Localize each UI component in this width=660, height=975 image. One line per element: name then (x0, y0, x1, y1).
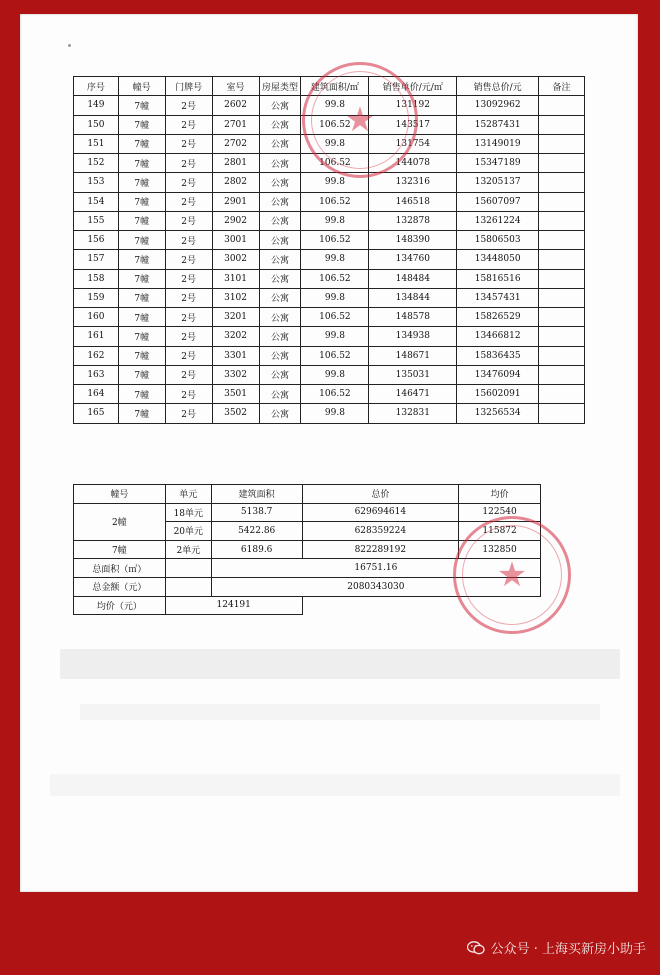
table-cell: 公寓 (259, 288, 301, 307)
col-header: 备注 (539, 77, 585, 96)
table-row (74, 559, 541, 578)
table-cell: 106.52 (301, 154, 369, 173)
table-cell: 15816516 (457, 269, 539, 288)
table-cell: 13476094 (457, 365, 539, 384)
unit-cell: 18单元 (165, 503, 211, 522)
star-icon: ★ (344, 100, 376, 140)
table-cell (539, 231, 585, 250)
table-cell: 3102 (212, 288, 259, 307)
building-cell: 7幢 (74, 540, 166, 559)
avg-cell: 122540 (459, 503, 541, 522)
table-cell (539, 134, 585, 153)
table-row (74, 365, 585, 384)
col-header: 建筑面积 (211, 485, 302, 504)
table-cell: 7幢 (118, 115, 165, 134)
table-cell: 15602091 (457, 385, 539, 404)
table-cell: 公寓 (259, 134, 301, 153)
scan-speck (68, 44, 71, 47)
table-cell: 公寓 (259, 115, 301, 134)
table-cell: 2号 (165, 365, 212, 384)
table-cell: 2号 (165, 173, 212, 192)
blank-cell (459, 596, 541, 615)
table-cell: 公寓 (259, 365, 301, 384)
table-cell: 公寓 (259, 231, 301, 250)
table-cell: 106.52 (301, 115, 369, 134)
summary-table (73, 484, 541, 615)
table-cell: 106.52 (301, 346, 369, 365)
table-cell: 2901 (212, 192, 259, 211)
table-cell: 13205137 (457, 173, 539, 192)
table-cell: 公寓 (259, 211, 301, 230)
table-cell: 2702 (212, 134, 259, 153)
document-page (20, 14, 638, 892)
table-row (74, 540, 541, 559)
table-cell (539, 211, 585, 230)
table-cell: 15806503 (457, 231, 539, 250)
table-cell: 公寓 (259, 154, 301, 173)
col-header: 幢号 (74, 485, 166, 504)
table-cell: 106.52 (301, 269, 369, 288)
table-cell: 99.8 (301, 327, 369, 346)
table-cell: 99.8 (301, 173, 369, 192)
table-cell: 2902 (212, 211, 259, 230)
table-cell: 148484 (369, 269, 457, 288)
table-cell: 7幢 (118, 346, 165, 365)
empty-cell (165, 559, 211, 578)
table-cell: 15347189 (457, 154, 539, 173)
table-cell: 134760 (369, 250, 457, 269)
table-cell: 165 (74, 404, 119, 423)
table-cell: 7幢 (118, 385, 165, 404)
table-cell: 148578 (369, 308, 457, 327)
table-cell: 13149019 (457, 134, 539, 153)
table-cell: 13261224 (457, 211, 539, 230)
table-cell: 13092962 (457, 96, 539, 115)
table-cell: 131754 (369, 134, 457, 153)
unit-cell: 2单元 (165, 540, 211, 559)
table-cell: 公寓 (259, 250, 301, 269)
table-cell: 99.8 (301, 365, 369, 384)
table-cell: 134844 (369, 288, 457, 307)
area-cell: 5138.7 (211, 503, 302, 522)
total-amount-value: 2080343030 (211, 577, 540, 596)
scan-shadow (50, 774, 620, 796)
sales-price-table (73, 76, 585, 424)
table-cell: 99.8 (301, 288, 369, 307)
table-cell: 2号 (165, 134, 212, 153)
wechat-icon (467, 941, 485, 955)
table-cell: 2801 (212, 154, 259, 173)
table-cell: 155 (74, 211, 119, 230)
table-cell: 公寓 (259, 404, 301, 423)
star-icon: ★ (496, 555, 528, 595)
table-cell (539, 173, 585, 192)
table-cell: 7幢 (118, 173, 165, 192)
table-row (74, 503, 541, 522)
total-cell: 629694614 (302, 503, 459, 522)
table-row (74, 385, 585, 404)
table-cell: 99.8 (301, 96, 369, 115)
table-cell: 7幢 (118, 327, 165, 346)
table-cell: 2号 (165, 327, 212, 346)
table-cell: 公寓 (259, 308, 301, 327)
table-cell: 131192 (369, 96, 457, 115)
table-cell: 164 (74, 385, 119, 404)
table-cell: 2号 (165, 346, 212, 365)
table-cell (539, 346, 585, 365)
col-header: 房屋类型 (259, 77, 301, 96)
table-cell: 157 (74, 250, 119, 269)
table-cell: 2号 (165, 308, 212, 327)
table-cell: 3301 (212, 346, 259, 365)
table-cell: 151 (74, 134, 119, 153)
col-header: 门牌号 (165, 77, 212, 96)
table-cell (539, 269, 585, 288)
table-row (74, 115, 585, 134)
table-cell: 2701 (212, 115, 259, 134)
col-header: 幢号 (118, 77, 165, 96)
table-cell (539, 365, 585, 384)
table-cell: 15287431 (457, 115, 539, 134)
table-row (74, 250, 585, 269)
table-cell: 99.8 (301, 211, 369, 230)
table-cell: 153 (74, 173, 119, 192)
table-cell: 2号 (165, 192, 212, 211)
table-row (74, 96, 585, 115)
col-header: 室号 (212, 77, 259, 96)
table-cell: 2号 (165, 288, 212, 307)
table-row (74, 231, 585, 250)
table-cell: 15836435 (457, 346, 539, 365)
area-cell: 6189.6 (211, 540, 302, 559)
table-cell: 公寓 (259, 96, 301, 115)
col-header: 销售总价/元 (457, 77, 539, 96)
table-cell: 2号 (165, 231, 212, 250)
table-cell: 3101 (212, 269, 259, 288)
total-area-label: 总面积（㎡） (74, 559, 166, 578)
summary-header-row (74, 485, 541, 504)
table-cell: 7幢 (118, 192, 165, 211)
table-cell: 148390 (369, 231, 457, 250)
table-body (74, 96, 585, 423)
table-cell (539, 288, 585, 307)
table-cell: 公寓 (259, 327, 301, 346)
col-header: 单元 (165, 485, 211, 504)
table-cell: 2号 (165, 269, 212, 288)
col-header: 序号 (74, 77, 119, 96)
table-cell: 7幢 (118, 231, 165, 250)
table-cell: 3501 (212, 385, 259, 404)
table-cell: 2号 (165, 154, 212, 173)
table-row (74, 154, 585, 173)
table-row (74, 173, 585, 192)
table-cell: 159 (74, 288, 119, 307)
col-header: 均价 (459, 485, 541, 504)
table-row (74, 288, 585, 307)
table-row (74, 269, 585, 288)
table-cell: 15607097 (457, 192, 539, 211)
total-area-value: 16751.16 (211, 559, 540, 578)
table-cell: 132316 (369, 173, 457, 192)
table-cell: 148671 (369, 346, 457, 365)
total-cell: 822289192 (302, 540, 459, 559)
table-cell (539, 327, 585, 346)
watermark-text: 公众号 · 上海买新房小助手 (490, 942, 646, 957)
avg-cell: 115872 (459, 522, 541, 541)
table-cell: 106.52 (301, 308, 369, 327)
table-cell (539, 115, 585, 134)
empty-cell (165, 577, 211, 596)
table-cell (539, 404, 585, 423)
table-cell: 7幢 (118, 250, 165, 269)
table-cell: 公寓 (259, 385, 301, 404)
table-row (74, 577, 541, 596)
table-cell: 7幢 (118, 269, 165, 288)
table-row (74, 404, 585, 423)
table-cell: 7幢 (118, 404, 165, 423)
table-cell: 2号 (165, 211, 212, 230)
col-header: 销售单价/元/㎡ (369, 77, 457, 96)
table-row (74, 327, 585, 346)
avg-price-label: 均价（元） (74, 596, 166, 615)
table-cell: 2802 (212, 173, 259, 192)
table-cell: 2602 (212, 96, 259, 115)
table-cell: 156 (74, 231, 119, 250)
table-row (74, 346, 585, 365)
table-cell: 13448050 (457, 250, 539, 269)
avg-price-value: 124191 (165, 596, 302, 615)
table-cell: 144078 (369, 154, 457, 173)
table-cell: 3201 (212, 308, 259, 327)
building-cell: 2幢 (74, 503, 166, 540)
table-cell: 152 (74, 154, 119, 173)
avg-cell: 132850 (459, 540, 541, 559)
table-cell: 132878 (369, 211, 457, 230)
table-cell (539, 385, 585, 404)
table-cell: 154 (74, 192, 119, 211)
table-cell: 132831 (369, 404, 457, 423)
blank-cell (302, 596, 459, 615)
table-cell: 160 (74, 308, 119, 327)
table-cell: 3002 (212, 250, 259, 269)
table-cell: 2号 (165, 404, 212, 423)
table-cell (539, 154, 585, 173)
table-cell: 149 (74, 96, 119, 115)
table-row (74, 192, 585, 211)
table-cell: 2号 (165, 250, 212, 269)
table-cell (539, 308, 585, 327)
table-cell: 7幢 (118, 211, 165, 230)
table-cell: 106.52 (301, 192, 369, 211)
table-cell: 163 (74, 365, 119, 384)
table-cell: 公寓 (259, 346, 301, 365)
table-cell: 3202 (212, 327, 259, 346)
table-cell (539, 96, 585, 115)
table-cell: 99.8 (301, 404, 369, 423)
table-cell: 161 (74, 327, 119, 346)
table-cell: 135031 (369, 365, 457, 384)
table-cell: 106.52 (301, 385, 369, 404)
table-cell: 2号 (165, 96, 212, 115)
table-cell: 99.8 (301, 250, 369, 269)
table-cell: 7幢 (118, 134, 165, 153)
scan-shadow (60, 649, 620, 679)
table-cell: 143517 (369, 115, 457, 134)
table-cell: 13457431 (457, 288, 539, 307)
table-cell: 7幢 (118, 365, 165, 384)
col-header: 总价 (302, 485, 459, 504)
table-cell: 134938 (369, 327, 457, 346)
table-cell: 13466812 (457, 327, 539, 346)
watermark (467, 938, 646, 957)
table-cell: 150 (74, 115, 119, 134)
table-cell: 2号 (165, 115, 212, 134)
table-row (74, 134, 585, 153)
table-cell: 146471 (369, 385, 457, 404)
table-cell: 158 (74, 269, 119, 288)
scan-shadow (80, 704, 600, 720)
table-cell: 公寓 (259, 192, 301, 211)
area-cell: 5422.86 (211, 522, 302, 541)
table-row (74, 596, 541, 615)
col-header: 建筑面积/㎡ (301, 77, 369, 96)
table-row (74, 211, 585, 230)
table-cell: 13256534 (457, 404, 539, 423)
table-cell: 3502 (212, 404, 259, 423)
table-cell (539, 250, 585, 269)
total-amount-label: 总金额（元） (74, 577, 166, 596)
table-cell: 15826529 (457, 308, 539, 327)
table-cell: 162 (74, 346, 119, 365)
total-cell: 628359224 (302, 522, 459, 541)
table-cell: 3302 (212, 365, 259, 384)
table-cell: 7幢 (118, 154, 165, 173)
table-row (74, 308, 585, 327)
table-header-row (74, 77, 585, 96)
table-cell: 99.8 (301, 134, 369, 153)
table-cell: 公寓 (259, 269, 301, 288)
table-cell (539, 192, 585, 211)
table-cell: 106.52 (301, 231, 369, 250)
table-cell: 146518 (369, 192, 457, 211)
table-cell: 3001 (212, 231, 259, 250)
table-cell: 7幢 (118, 288, 165, 307)
table-cell: 7幢 (118, 308, 165, 327)
unit-cell: 20单元 (165, 522, 211, 541)
table-cell: 7幢 (118, 96, 165, 115)
table-cell: 公寓 (259, 173, 301, 192)
table-cell: 2号 (165, 385, 212, 404)
